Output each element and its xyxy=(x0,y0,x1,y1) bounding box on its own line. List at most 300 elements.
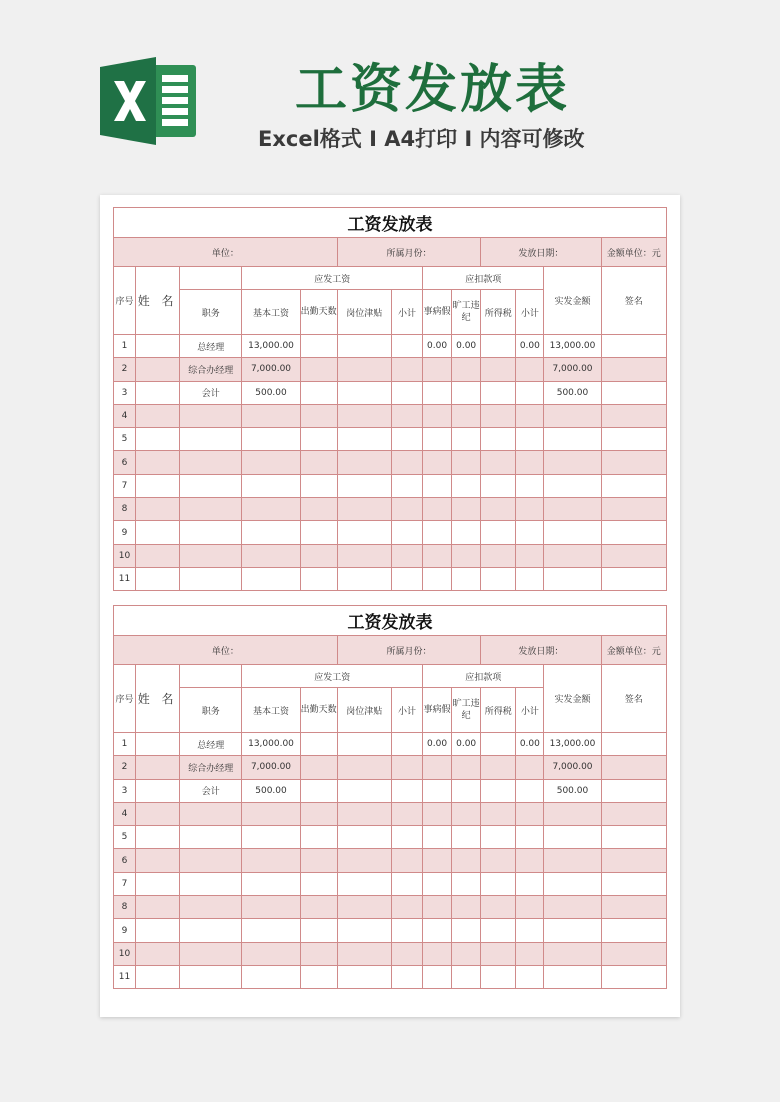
sheet-paper xyxy=(100,195,680,1017)
cell-position[interactable] xyxy=(180,802,242,825)
cell-name[interactable] xyxy=(136,451,180,474)
row-index: 6 xyxy=(114,451,136,474)
cell-sick-leave[interactable]: 0.00 xyxy=(423,733,452,756)
cell-deduct-subtotal[interactable] xyxy=(516,849,544,872)
cell-signature[interactable] xyxy=(601,733,666,756)
month-label: 所属月份： xyxy=(337,636,480,665)
cell-net-pay[interactable] xyxy=(544,942,601,965)
table-row xyxy=(114,521,667,544)
cell-net-pay[interactable]: 500.00 xyxy=(544,779,601,802)
cell-sick-leave[interactable] xyxy=(423,802,452,825)
cell-sick-leave[interactable] xyxy=(423,919,452,942)
salary-table xyxy=(113,605,667,989)
cell-deduct-subtotal[interactable] xyxy=(516,802,544,825)
cell-signature[interactable] xyxy=(601,802,666,825)
cell-position[interactable] xyxy=(180,498,242,521)
cell-absence[interactable]: 0.00 xyxy=(452,733,481,756)
cell-position[interactable] xyxy=(180,404,242,427)
cell-name[interactable] xyxy=(136,826,180,849)
table-row xyxy=(114,381,667,404)
cell-base-salary[interactable] xyxy=(242,942,300,965)
page-title: 工资发放表 xyxy=(295,60,571,120)
cell-absence[interactable] xyxy=(452,358,481,381)
table-row xyxy=(114,498,667,521)
cell-payable-subtotal[interactable] xyxy=(391,404,422,427)
table-row xyxy=(114,358,667,381)
cell-name[interactable] xyxy=(136,521,180,544)
cell-attendance-days[interactable] xyxy=(300,849,337,872)
month-label: 所属月份： xyxy=(337,238,480,267)
cell-name[interactable] xyxy=(136,733,180,756)
cell-name[interactable] xyxy=(136,965,180,988)
cell-net-pay[interactable] xyxy=(544,802,601,825)
cell-position[interactable] xyxy=(180,428,242,451)
cell-net-pay[interactable] xyxy=(544,826,601,849)
cell-payable-subtotal[interactable] xyxy=(391,826,422,849)
cell-signature[interactable] xyxy=(601,381,666,404)
cell-sick-leave[interactable] xyxy=(423,849,452,872)
cell-position[interactable]: 总经理 xyxy=(180,335,242,358)
cell-position[interactable]: 会计 xyxy=(180,779,242,802)
table-row xyxy=(114,756,667,779)
header-payable-group: 应发工资 xyxy=(242,665,423,688)
cell-income-tax[interactable] xyxy=(481,779,516,802)
cell-base-salary[interactable]: 13,000.00 xyxy=(242,335,300,358)
cell-name[interactable] xyxy=(136,381,180,404)
cell-net-pay[interactable] xyxy=(544,451,601,474)
cell-attendance-days[interactable] xyxy=(300,802,337,825)
cell-position[interactable] xyxy=(180,451,242,474)
cell-sick-leave[interactable] xyxy=(423,826,452,849)
cell-payable-subtotal[interactable] xyxy=(391,942,422,965)
cell-post-allowance[interactable] xyxy=(337,404,391,427)
cell-signature[interactable] xyxy=(601,451,666,474)
cell-payable-subtotal[interactable] xyxy=(391,756,422,779)
cell-sick-leave[interactable] xyxy=(423,872,452,895)
cell-absence[interactable] xyxy=(452,802,481,825)
cell-deduct-subtotal[interactable] xyxy=(516,826,544,849)
cell-deduct-subtotal[interactable] xyxy=(516,428,544,451)
cell-net-pay[interactable] xyxy=(544,872,601,895)
cell-income-tax[interactable] xyxy=(481,733,516,756)
cell-post-allowance[interactable] xyxy=(337,521,391,544)
cell-absence[interactable] xyxy=(452,826,481,849)
cell-deduct-subtotal[interactable] xyxy=(516,451,544,474)
cell-payable-subtotal[interactable] xyxy=(391,919,422,942)
table-row xyxy=(114,335,667,358)
cell-name[interactable] xyxy=(136,544,180,567)
cell-attendance-days[interactable] xyxy=(300,942,337,965)
cell-sick-leave[interactable] xyxy=(423,404,452,427)
cell-attendance-days[interactable] xyxy=(300,567,337,590)
cell-post-allowance[interactable] xyxy=(337,335,391,358)
cell-payable-subtotal[interactable] xyxy=(391,335,422,358)
cell-income-tax[interactable] xyxy=(481,896,516,919)
cell-name[interactable] xyxy=(136,756,180,779)
cell-post-allowance[interactable] xyxy=(337,942,391,965)
cell-payable-subtotal[interactable] xyxy=(391,451,422,474)
cell-base-salary[interactable] xyxy=(242,404,300,427)
cell-absence[interactable]: 0.00 xyxy=(452,335,481,358)
cell-deduct-subtotal[interactable]: 0.00 xyxy=(516,335,544,358)
cell-position[interactable] xyxy=(180,521,242,544)
header-position: 职务 xyxy=(180,688,242,733)
cell-name[interactable] xyxy=(136,779,180,802)
cell-sick-leave[interactable] xyxy=(423,896,452,919)
cell-post-allowance[interactable] xyxy=(337,428,391,451)
cell-post-allowance[interactable] xyxy=(337,381,391,404)
cell-position[interactable] xyxy=(180,474,242,497)
cell-position[interactable]: 总经理 xyxy=(180,733,242,756)
cell-income-tax[interactable] xyxy=(481,428,516,451)
cell-income-tax[interactable] xyxy=(481,358,516,381)
cell-attendance-days[interactable] xyxy=(300,826,337,849)
cell-signature[interactable] xyxy=(601,474,666,497)
cell-signature[interactable] xyxy=(601,826,666,849)
cell-base-salary[interactable]: 7,000.00 xyxy=(242,756,300,779)
cell-signature[interactable] xyxy=(601,358,666,381)
currency-label: 金额单位：元 xyxy=(601,238,666,267)
cell-net-pay[interactable] xyxy=(544,567,601,590)
cell-income-tax[interactable] xyxy=(481,567,516,590)
cell-deduct-subtotal[interactable] xyxy=(516,756,544,779)
cell-payable-subtotal[interactable] xyxy=(391,381,422,404)
cell-income-tax[interactable] xyxy=(481,965,516,988)
cell-base-salary[interactable]: 13,000.00 xyxy=(242,733,300,756)
cell-absence[interactable] xyxy=(452,756,481,779)
row-index: 11 xyxy=(114,567,136,590)
cell-absence[interactable] xyxy=(452,919,481,942)
cell-absence[interactable] xyxy=(452,404,481,427)
cell-income-tax[interactable] xyxy=(481,826,516,849)
cell-deduct-subtotal[interactable] xyxy=(516,544,544,567)
row-index: 8 xyxy=(114,498,136,521)
cell-net-pay[interactable]: 13,000.00 xyxy=(544,733,601,756)
row-index: 9 xyxy=(114,521,136,544)
cell-signature[interactable] xyxy=(601,779,666,802)
cell-post-allowance[interactable] xyxy=(337,451,391,474)
cell-post-allowance[interactable] xyxy=(337,919,391,942)
cell-absence[interactable] xyxy=(452,428,481,451)
cell-sick-leave[interactable] xyxy=(423,942,452,965)
cell-net-pay[interactable] xyxy=(544,896,601,919)
cell-income-tax[interactable] xyxy=(481,404,516,427)
cell-post-allowance[interactable] xyxy=(337,733,391,756)
cell-position[interactable] xyxy=(180,919,242,942)
cell-post-allowance[interactable] xyxy=(337,567,391,590)
table-row xyxy=(114,849,667,872)
cell-base-salary[interactable] xyxy=(242,919,300,942)
cell-name[interactable] xyxy=(136,428,180,451)
cell-income-tax[interactable] xyxy=(481,544,516,567)
cell-income-tax[interactable] xyxy=(481,756,516,779)
currency-label: 金额单位：元 xyxy=(601,636,666,665)
cell-post-allowance[interactable] xyxy=(337,872,391,895)
cell-absence[interactable] xyxy=(452,896,481,919)
cell-payable-subtotal[interactable] xyxy=(391,521,422,544)
cell-signature[interactable] xyxy=(601,872,666,895)
cell-position[interactable] xyxy=(180,942,242,965)
page-subtitle: Excel格式 I A4打印 I 内容可修改 xyxy=(258,127,585,151)
cell-post-allowance[interactable] xyxy=(337,474,391,497)
row-index: 4 xyxy=(114,404,136,427)
cell-signature[interactable] xyxy=(601,428,666,451)
cell-net-pay[interactable] xyxy=(544,849,601,872)
cell-payable-subtotal[interactable] xyxy=(391,872,422,895)
cell-attendance-days[interactable] xyxy=(300,779,337,802)
row-index: 4 xyxy=(114,802,136,825)
cell-name[interactable] xyxy=(136,567,180,590)
cell-attendance-days[interactable] xyxy=(300,521,337,544)
cell-position[interactable] xyxy=(180,849,242,872)
cell-net-pay[interactable]: 500.00 xyxy=(544,381,601,404)
cell-payable-subtotal[interactable] xyxy=(391,779,422,802)
cell-signature[interactable] xyxy=(601,335,666,358)
cell-base-salary[interactable] xyxy=(242,428,300,451)
cell-signature[interactable] xyxy=(601,756,666,779)
table-row xyxy=(114,404,667,427)
cell-name[interactable] xyxy=(136,802,180,825)
cell-post-allowance[interactable] xyxy=(337,544,391,567)
cell-income-tax[interactable] xyxy=(481,521,516,544)
cell-payable-subtotal[interactable] xyxy=(391,896,422,919)
cell-sick-leave[interactable]: 0.00 xyxy=(423,335,452,358)
cell-signature[interactable] xyxy=(601,498,666,521)
cell-post-allowance[interactable] xyxy=(337,849,391,872)
cell-net-pay[interactable] xyxy=(544,544,601,567)
cell-payable-subtotal[interactable] xyxy=(391,498,422,521)
cell-deduct-subtotal[interactable] xyxy=(516,381,544,404)
header-name: 姓 名 xyxy=(136,267,180,335)
cell-sick-leave[interactable] xyxy=(423,756,452,779)
unit-label: 单位： xyxy=(114,238,338,267)
cell-post-allowance[interactable] xyxy=(337,896,391,919)
cell-absence[interactable] xyxy=(452,849,481,872)
cell-deduct-subtotal[interactable] xyxy=(516,498,544,521)
cell-attendance-days[interactable] xyxy=(300,872,337,895)
cell-base-salary[interactable] xyxy=(242,872,300,895)
cell-net-pay[interactable]: 7,000.00 xyxy=(544,756,601,779)
cell-base-salary[interactable] xyxy=(242,965,300,988)
cell-deduct-subtotal[interactable] xyxy=(516,521,544,544)
cell-base-salary[interactable] xyxy=(242,802,300,825)
cell-attendance-days[interactable] xyxy=(300,428,337,451)
cell-attendance-days[interactable] xyxy=(300,756,337,779)
cell-post-allowance[interactable] xyxy=(337,756,391,779)
cell-base-salary[interactable] xyxy=(242,451,300,474)
cell-name[interactable] xyxy=(136,474,180,497)
cell-base-salary[interactable] xyxy=(242,849,300,872)
cell-position[interactable] xyxy=(180,896,242,919)
cell-income-tax[interactable] xyxy=(481,474,516,497)
cell-signature[interactable] xyxy=(601,919,666,942)
cell-payable-subtotal[interactable] xyxy=(391,474,422,497)
cell-net-pay[interactable] xyxy=(544,404,601,427)
row-index: 9 xyxy=(114,919,136,942)
cell-absence[interactable] xyxy=(452,567,481,590)
cell-absence[interactable] xyxy=(452,544,481,567)
cell-signature[interactable] xyxy=(601,521,666,544)
cell-deduct-subtotal[interactable] xyxy=(516,965,544,988)
header-index: 序号 xyxy=(114,665,136,733)
cell-deduct-subtotal[interactable] xyxy=(516,358,544,381)
cell-sick-leave[interactable] xyxy=(423,544,452,567)
cell-base-salary[interactable]: 500.00 xyxy=(242,381,300,404)
cell-absence[interactable] xyxy=(452,779,481,802)
cell-post-allowance[interactable] xyxy=(337,498,391,521)
cell-signature[interactable] xyxy=(601,404,666,427)
cell-base-salary[interactable] xyxy=(242,474,300,497)
cell-base-salary[interactable] xyxy=(242,896,300,919)
cell-deduct-subtotal[interactable] xyxy=(516,404,544,427)
cell-post-allowance[interactable] xyxy=(337,779,391,802)
cell-attendance-days[interactable] xyxy=(300,451,337,474)
cell-net-pay[interactable] xyxy=(544,474,601,497)
cell-attendance-days[interactable] xyxy=(300,404,337,427)
cell-signature[interactable] xyxy=(601,567,666,590)
cell-income-tax[interactable] xyxy=(481,919,516,942)
cell-income-tax[interactable] xyxy=(481,849,516,872)
cell-payable-subtotal[interactable] xyxy=(391,733,422,756)
cell-net-pay[interactable] xyxy=(544,498,601,521)
row-index: 1 xyxy=(114,335,136,358)
unit-label: 单位： xyxy=(114,636,338,665)
cell-attendance-days[interactable] xyxy=(300,335,337,358)
cell-deduct-subtotal[interactable] xyxy=(516,942,544,965)
cell-sick-leave[interactable] xyxy=(423,965,452,988)
cell-payable-subtotal[interactable] xyxy=(391,428,422,451)
cell-net-pay[interactable]: 13,000.00 xyxy=(544,335,601,358)
cell-post-allowance[interactable] xyxy=(337,965,391,988)
cell-position[interactable]: 会计 xyxy=(180,381,242,404)
cell-absence[interactable] xyxy=(452,474,481,497)
cell-deduct-subtotal[interactable] xyxy=(516,872,544,895)
cell-income-tax[interactable] xyxy=(481,335,516,358)
cell-absence[interactable] xyxy=(452,381,481,404)
cell-post-allowance[interactable] xyxy=(337,802,391,825)
cell-position[interactable] xyxy=(180,872,242,895)
cell-attendance-days[interactable] xyxy=(300,919,337,942)
cell-post-allowance[interactable] xyxy=(337,358,391,381)
cell-deduct-subtotal[interactable] xyxy=(516,779,544,802)
cell-name[interactable] xyxy=(136,896,180,919)
cell-attendance-days[interactable] xyxy=(300,381,337,404)
cell-base-salary[interactable]: 7,000.00 xyxy=(242,358,300,381)
cell-name[interactable] xyxy=(136,849,180,872)
cell-absence[interactable] xyxy=(452,965,481,988)
cell-sick-leave[interactable] xyxy=(423,428,452,451)
cell-signature[interactable] xyxy=(601,942,666,965)
header-index: 序号 xyxy=(114,267,136,335)
cell-name[interactable] xyxy=(136,872,180,895)
header-deduct-subtotal: 小计 xyxy=(516,688,544,733)
cell-net-pay[interactable] xyxy=(544,965,601,988)
cell-income-tax[interactable] xyxy=(481,872,516,895)
cell-base-salary[interactable] xyxy=(242,567,300,590)
cell-name[interactable] xyxy=(136,498,180,521)
cell-name[interactable] xyxy=(136,404,180,427)
cell-sick-leave[interactable] xyxy=(423,498,452,521)
cell-base-salary[interactable] xyxy=(242,826,300,849)
cell-income-tax[interactable] xyxy=(481,942,516,965)
cell-deduct-subtotal[interactable] xyxy=(516,567,544,590)
cell-absence[interactable] xyxy=(452,498,481,521)
cell-absence[interactable] xyxy=(452,451,481,474)
cell-income-tax[interactable] xyxy=(481,802,516,825)
cell-position[interactable] xyxy=(180,567,242,590)
cell-income-tax[interactable] xyxy=(481,498,516,521)
cell-payable-subtotal[interactable] xyxy=(391,544,422,567)
cell-sick-leave[interactable] xyxy=(423,358,452,381)
cell-base-salary[interactable] xyxy=(242,544,300,567)
header-position: 职务 xyxy=(180,290,242,335)
row-index: 5 xyxy=(114,428,136,451)
cell-net-pay[interactable] xyxy=(544,919,601,942)
header-post-allowance: 岗位津贴 xyxy=(337,688,391,733)
cell-payable-subtotal[interactable] xyxy=(391,567,422,590)
cell-payable-subtotal[interactable] xyxy=(391,965,422,988)
cell-income-tax[interactable] xyxy=(481,381,516,404)
cell-signature[interactable] xyxy=(601,544,666,567)
cell-sick-leave[interactable] xyxy=(423,474,452,497)
cell-income-tax[interactable] xyxy=(481,451,516,474)
cell-sick-leave[interactable] xyxy=(423,451,452,474)
cell-name[interactable] xyxy=(136,942,180,965)
cell-absence[interactable] xyxy=(452,942,481,965)
cell-net-pay[interactable]: 7,000.00 xyxy=(544,358,601,381)
cell-attendance-days[interactable] xyxy=(300,474,337,497)
cell-name[interactable] xyxy=(136,358,180,381)
cell-signature[interactable] xyxy=(601,965,666,988)
cell-position[interactable] xyxy=(180,965,242,988)
cell-deduct-subtotal[interactable] xyxy=(516,896,544,919)
cell-attendance-days[interactable] xyxy=(300,358,337,381)
cell-net-pay[interactable] xyxy=(544,521,601,544)
cell-base-salary[interactable] xyxy=(242,521,300,544)
cell-deduct-subtotal[interactable] xyxy=(516,919,544,942)
cell-deduct-subtotal[interactable]: 0.00 xyxy=(516,733,544,756)
cell-payable-subtotal[interactable] xyxy=(391,358,422,381)
cell-name[interactable] xyxy=(136,335,180,358)
cell-post-allowance[interactable] xyxy=(337,826,391,849)
cell-payable-subtotal[interactable] xyxy=(391,849,422,872)
cell-payable-subtotal[interactable] xyxy=(391,802,422,825)
cell-signature[interactable] xyxy=(601,896,666,919)
cell-deduct-subtotal[interactable] xyxy=(516,474,544,497)
cell-net-pay[interactable] xyxy=(544,428,601,451)
cell-attendance-days[interactable] xyxy=(300,896,337,919)
table-row xyxy=(114,451,667,474)
cell-position[interactable]: 综合办经理 xyxy=(180,358,242,381)
cell-attendance-days[interactable] xyxy=(300,733,337,756)
cell-position[interactable] xyxy=(180,544,242,567)
cell-sick-leave[interactable] xyxy=(423,521,452,544)
cell-absence[interactable] xyxy=(452,521,481,544)
cell-base-salary[interactable] xyxy=(242,498,300,521)
cell-attendance-days[interactable] xyxy=(300,965,337,988)
cell-signature[interactable] xyxy=(601,849,666,872)
cell-sick-leave[interactable] xyxy=(423,567,452,590)
cell-attendance-days[interactable] xyxy=(300,498,337,521)
cell-base-salary[interactable]: 500.00 xyxy=(242,779,300,802)
cell-sick-leave[interactable] xyxy=(423,779,452,802)
cell-sick-leave[interactable] xyxy=(423,381,452,404)
cell-position[interactable] xyxy=(180,826,242,849)
cell-name[interactable] xyxy=(136,919,180,942)
cell-absence[interactable] xyxy=(452,872,481,895)
cell-position[interactable]: 综合办经理 xyxy=(180,756,242,779)
cell-attendance-days[interactable] xyxy=(300,544,337,567)
